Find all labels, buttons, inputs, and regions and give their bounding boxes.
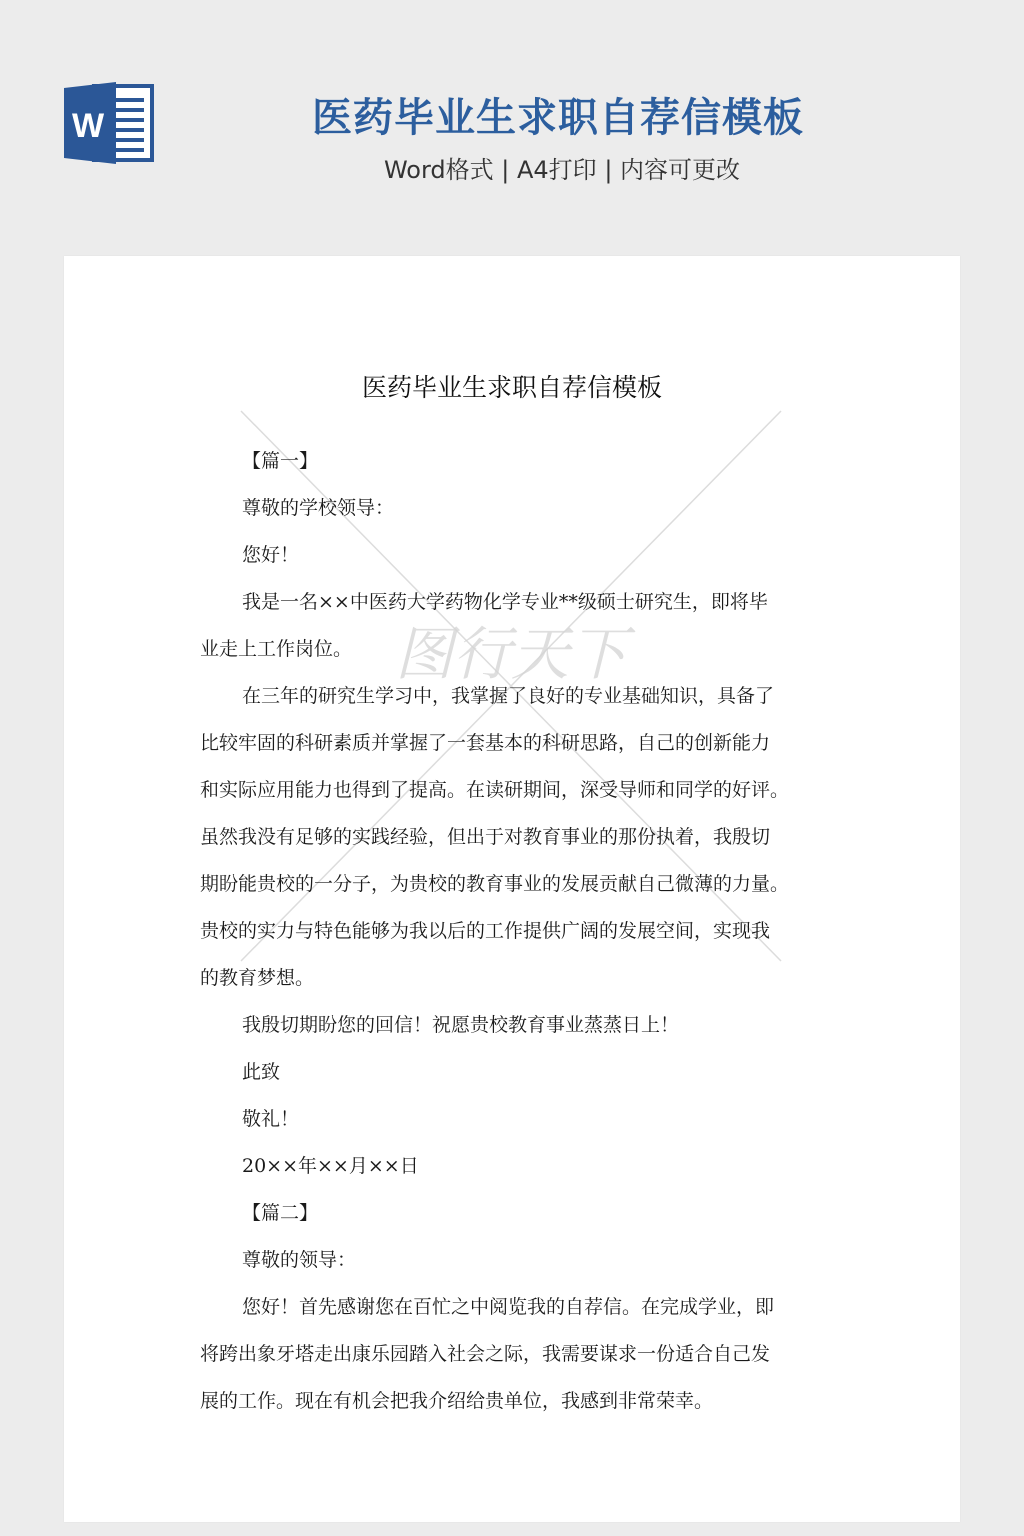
paragraph-line: 展的工作。现在有机会把我介绍给贵单位，我感到非常荣幸。 xyxy=(200,1390,714,1412)
header-subtitle: Word格式 | A4打印 | 内容可更改 xyxy=(383,156,741,184)
paragraph-line: 贵校的实力与特色能够为我以后的工作提供广阔的发展空间，实现我 xyxy=(200,920,771,942)
watermark-text: 图行天下 xyxy=(394,620,628,688)
paragraph-line: 我是一名××中医药大学药物化学专业**级硕士研究生，即将毕 xyxy=(242,591,768,613)
paragraph-line: 的教育梦想。 xyxy=(200,967,315,989)
header-title: 医药毕业生求职自荐信模板 xyxy=(312,95,804,141)
date-line: 20××年××月××日 xyxy=(242,1155,419,1177)
paragraph-line: 和实际应用能力也得到了提高。在读研期间，深受导师和同学的好评。 xyxy=(200,779,790,801)
document-title: 医药毕业生求职自荐信模板 xyxy=(361,373,662,402)
paragraph-line: 业走上工作岗位。 xyxy=(200,638,353,660)
closing-line: 我殷切期盼您的回信！祝愿贵校教育事业蒸蒸日上！ xyxy=(242,1014,680,1036)
paragraph-line: 在三年的研究生学习中，我掌握了良好的专业基础知识，具备了 xyxy=(242,685,775,707)
salutation: 尊敬的领导： xyxy=(242,1249,357,1271)
header-banner xyxy=(0,0,1024,240)
section-heading: 【篇一】 xyxy=(242,450,319,472)
section-heading: 【篇二】 xyxy=(242,1202,319,1224)
paragraph-line: 比较牢固的科研素质并掌握了一套基本的科研思路，自己的创新能力 xyxy=(200,732,771,754)
paragraph-line: 将跨出象牙塔走出康乐园踏入社会之际，我需要谋求一份适合自己发 xyxy=(200,1343,771,1365)
paragraph-line: 期盼能贵校的一分子，为贵校的教育事业的发展贡献自己微薄的力量。 xyxy=(200,873,790,895)
document-page xyxy=(64,256,960,1522)
closing-line: 此致 xyxy=(242,1061,281,1083)
closing-line: 敬礼！ xyxy=(242,1108,300,1130)
greeting: 您好！ xyxy=(242,544,300,566)
paragraph-line: 您好！首先感谢您在百忙之中阅览我的自荐信。在完成学业，即 xyxy=(242,1296,775,1318)
paragraph-line: 虽然我没有足够的实践经验，但出于对教育事业的那份执着，我殷切 xyxy=(200,826,771,848)
word-icon-letter: W xyxy=(71,107,105,145)
salutation: 尊敬的学校领导： xyxy=(242,497,395,519)
